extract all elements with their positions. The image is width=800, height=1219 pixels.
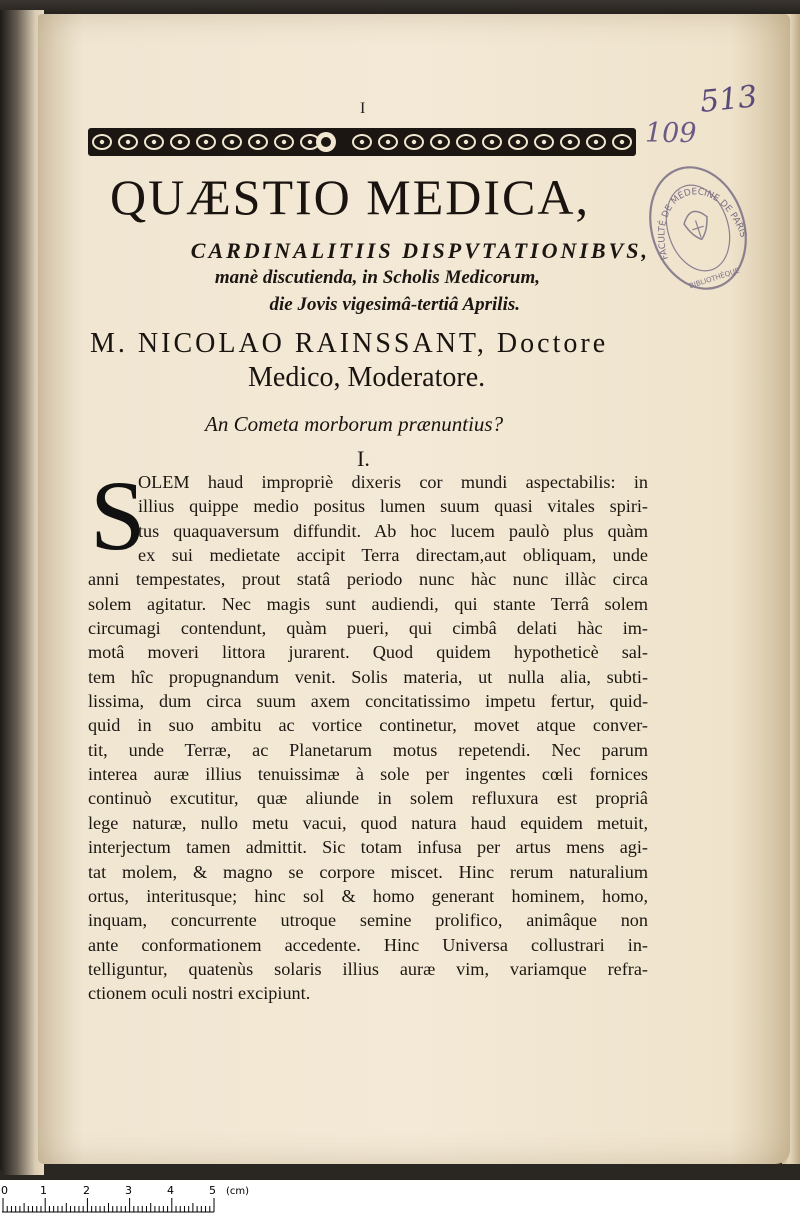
- stamp-bottom-text: BIBLIOTHÈQUE: [688, 266, 741, 291]
- stamp-text: FACULTÉ DE MÉDECINE DE PARIS: [657, 187, 748, 261]
- subtitle-line-1: CARDINALITIIS DISPVTATIONIBVS,: [190, 238, 650, 263]
- ornament-dot: [230, 140, 234, 144]
- ornament-dot: [100, 140, 104, 144]
- body-line: continuò excutitur, quæ aliunde in solem refluxura est propriâ: [88, 788, 648, 809]
- ornament-dot: [256, 140, 260, 144]
- ruler-label: 1: [40, 1184, 47, 1197]
- body-line: interjectum tamen admittit. Sic totam infusa per artus mens agi-: [88, 837, 648, 858]
- ornament-dot: [568, 140, 572, 144]
- body-line: circumagi contendunt, quàm pueri, qui cimbâ delati hàc im-: [88, 618, 648, 639]
- body-line: tit, unde Terræ, ac Planetarum motus repetendi. Nec parum: [88, 739, 648, 760]
- document-title: QUÆSTIO MEDICA,: [110, 169, 590, 225]
- ruler-label: 4: [167, 1184, 174, 1197]
- ornament-dot: [620, 140, 624, 144]
- ornament-dot: [152, 140, 156, 144]
- ornament-dot: [126, 140, 130, 144]
- body-line: quid in suo ambitu ac vortice continetur, movet atque conver-: [88, 715, 648, 736]
- ornament-dot: [204, 140, 208, 144]
- body-line: inquam, concurrente utroque semine prolifico, animâque non: [88, 910, 648, 931]
- body-line: illius quippe medio positus lumen suum quasi vitales spiri-: [138, 496, 648, 517]
- body-line: lege naturæ, nullo metu vacui, quod natura haud equidem metuit,: [88, 812, 648, 833]
- handwritten-folio-number: 109: [645, 118, 697, 149]
- body-line: interea auræ illius tenuissimæ à sole per ingentes cœli fornices: [88, 764, 648, 785]
- body-text: [88, 470, 648, 1006]
- body-line: tat molem, & magno se corpore miscet. Hinc rerum naturalium: [88, 861, 648, 882]
- body-line: telliguntur, quatenùs solaris illius auræ vim, variamque refra-: [88, 958, 648, 979]
- ruler-ticks: [0, 1180, 800, 1215]
- ornament-dot: [490, 140, 494, 144]
- ornament-dot: [178, 140, 182, 144]
- ornament-dot: [516, 140, 520, 144]
- body-line: ante conformationem accedente. Hinc Universa collustrari in-: [88, 934, 648, 955]
- library-stamp: [648, 158, 748, 298]
- ruler-label: 5: [209, 1184, 216, 1197]
- ornament-dot: [386, 140, 390, 144]
- ruler-unit: (cm): [226, 1186, 250, 1197]
- subtitle-line-3: die Jovis vigesimâ-tertiâ Aprilis.: [269, 294, 520, 315]
- ornament-dot: [594, 140, 598, 144]
- body-line: tus quaquaversum diffundit. Ab hoc lucem paulò plus quàm: [138, 520, 648, 541]
- body-line: anni tempestates, prout statâ periodo nunc hàc nunc illàc circa: [88, 569, 648, 590]
- ornament-band: [88, 126, 636, 158]
- body-line: solem agitatur. Nec magis sunt audiendi, qui stante Terrâ solem: [88, 593, 648, 614]
- ruler-label: 2: [83, 1184, 90, 1197]
- moderator-line-1: M. NICOLAO RAINSSANT, Doctore: [90, 328, 609, 359]
- ornament-dot: [438, 140, 442, 144]
- ruler-label: 0: [1, 1184, 8, 1197]
- drop-cap: S: [90, 460, 146, 571]
- ornament-dot: [412, 140, 416, 144]
- signature-mark: I: [360, 100, 366, 117]
- ornament-dot: [464, 140, 468, 144]
- ornament-dot: [308, 140, 312, 144]
- moderator-line-2: Medico, Moderatore.: [248, 362, 486, 393]
- ornament-dot: [542, 140, 546, 144]
- body-line: tem hîc propugnandum venit. Solis materia, ut nulla alia, subti-: [88, 666, 648, 687]
- body-line: ex sui medietate accipit Terra directam,aut obliquam, unde: [138, 545, 648, 566]
- ornament-dot: [282, 140, 286, 144]
- body-line: ctionem oculi nostri excipiunt.: [88, 983, 311, 1004]
- body-line: OLEM haud impropriè dixeris cor mundi aspectabilis: in: [138, 472, 648, 492]
- body-line: ortus, interitusque; hinc sol & homo generant hominem, homo,: [88, 885, 648, 906]
- body-line: lissima, dum circa suum axem concitatissimo impetu fertur, quid-: [88, 691, 648, 712]
- scale-ruler: [0, 1180, 800, 1215]
- handwritten-page-number: 513: [698, 79, 759, 120]
- ornament-dot: [360, 140, 364, 144]
- body-line: motâ moveri littora jurarent. Quod quidem hypotheticè sal-: [88, 642, 648, 663]
- question-heading: An Cometa morborum prænuntius?: [205, 412, 504, 436]
- subtitle-line-2: manè discutienda, in Scholis Medicorum,: [214, 267, 540, 288]
- section-number: I.: [357, 446, 370, 471]
- ruler-label: 3: [125, 1184, 132, 1197]
